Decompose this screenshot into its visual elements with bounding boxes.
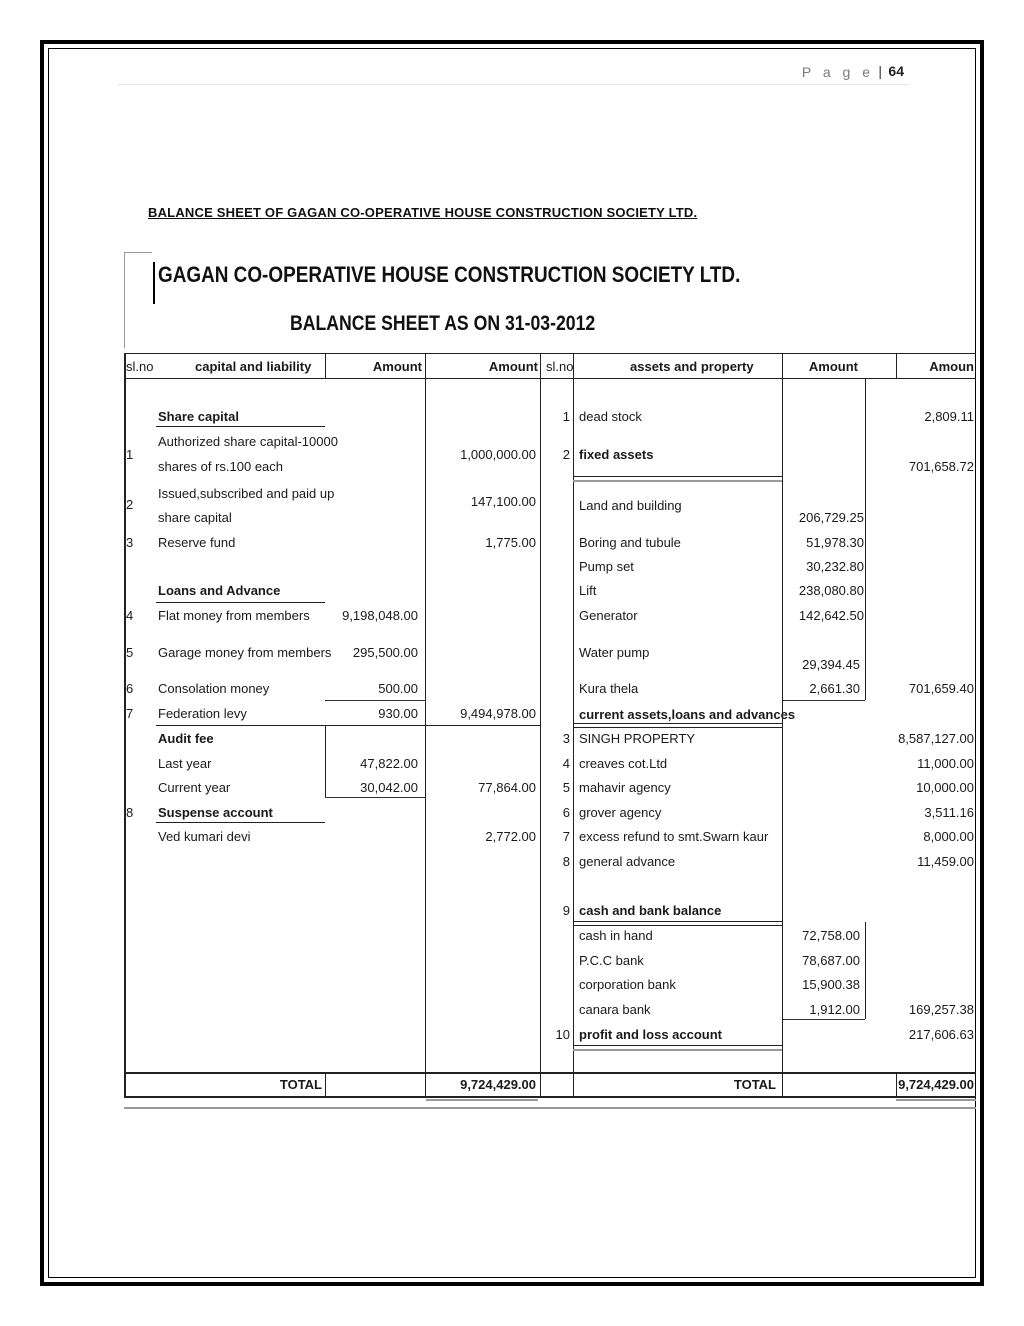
liability-sl: 7 bbox=[126, 706, 134, 721]
asset-amount-3: 142,642.50 bbox=[798, 608, 864, 623]
asset-amount-4: 701,659.40 bbox=[908, 681, 974, 696]
scan-edge-left bbox=[124, 252, 125, 348]
asset-sl: 3 bbox=[562, 731, 570, 746]
liability-amount-1: 295,500.00 bbox=[352, 645, 418, 660]
grid-line bbox=[325, 725, 326, 797]
asset-text: profit and loss account bbox=[579, 1027, 723, 1042]
asset-text: Pump set bbox=[579, 559, 634, 574]
asset-amount-3: 2,661.30 bbox=[809, 681, 860, 696]
asset-amount-4: 11,459.00 bbox=[917, 854, 974, 869]
asset-amount-4: 3,511.16 bbox=[924, 805, 974, 820]
total-label-left: TOTAL bbox=[279, 1077, 322, 1092]
grid-line bbox=[156, 602, 325, 603]
grid-line bbox=[325, 353, 326, 378]
liability-amount-1: 500.00 bbox=[378, 681, 418, 696]
asset-amount-3: 51,978.30 bbox=[806, 535, 864, 550]
liability-amount-2: 2,772.00 bbox=[485, 829, 536, 844]
grid-line bbox=[124, 353, 126, 1097]
liability-text: Current year bbox=[158, 780, 231, 795]
header-amount-4: Amoun bbox=[929, 359, 974, 374]
grid-line bbox=[896, 1099, 976, 1101]
asset-text: Boring and tubule bbox=[579, 535, 681, 550]
grid-line bbox=[124, 378, 976, 379]
header-liability: capital and liability bbox=[195, 359, 312, 374]
grid-line bbox=[573, 480, 782, 482]
liability-amount-2: 1,775.00 bbox=[485, 535, 536, 550]
grid-line bbox=[573, 925, 782, 926]
grid-line bbox=[124, 1072, 976, 1074]
liability-amount-1: 30,042.00 bbox=[360, 780, 418, 795]
asset-amount-3: 15,900.38 bbox=[802, 977, 860, 992]
grid-line bbox=[573, 353, 574, 1097]
asset-text: Lift bbox=[579, 583, 597, 598]
liability-text: Reserve fund bbox=[158, 535, 236, 550]
grid-line bbox=[124, 1107, 976, 1109]
liability-sl: 4 bbox=[126, 608, 134, 623]
asset-sl: 4 bbox=[562, 756, 570, 771]
grid-line bbox=[573, 1049, 782, 1051]
liability-amount-2: 147,100.00 bbox=[470, 494, 536, 509]
asset-text: dead stock bbox=[579, 409, 642, 424]
page-separator: | bbox=[878, 63, 882, 79]
asset-text: Generator bbox=[579, 608, 638, 623]
liability-text: Federation levy bbox=[158, 706, 247, 721]
grid-line bbox=[325, 797, 425, 798]
liability-text: shares of rs.100 each bbox=[158, 459, 284, 474]
asset-sl: 8 bbox=[562, 854, 570, 869]
asset-text: corporation bank bbox=[579, 977, 676, 992]
total-amount-left: 9,724,429.00 bbox=[460, 1077, 536, 1092]
grid-line bbox=[325, 1072, 326, 1097]
grid-line bbox=[124, 353, 976, 354]
header-amount-3: Amount bbox=[808, 359, 858, 374]
asset-sl: 7 bbox=[562, 829, 570, 844]
asset-amount-3: 72,758.00 bbox=[802, 928, 860, 943]
liability-sl: 5 bbox=[126, 645, 134, 660]
liability-text: Loans and Advance bbox=[158, 583, 281, 598]
scan-edge-top bbox=[124, 252, 152, 253]
asset-amount-3: 30,232.80 bbox=[806, 559, 864, 574]
grid-line bbox=[325, 700, 425, 701]
asset-text: excess refund to smt.Swarn kaur bbox=[579, 829, 769, 844]
asset-text: Water pump bbox=[579, 645, 650, 660]
grid-line bbox=[124, 1096, 976, 1098]
asset-text: Land and building bbox=[579, 498, 682, 513]
grid-line bbox=[865, 378, 866, 700]
page-header bbox=[118, 62, 908, 85]
header-slno-left: sl.no bbox=[126, 359, 154, 374]
liability-text: Authorized share capital-10000 bbox=[158, 434, 338, 449]
grid-line bbox=[782, 1019, 865, 1020]
grid-line bbox=[865, 922, 866, 1019]
asset-text: SINGH PROPERTY bbox=[579, 731, 696, 746]
document-title: BALANCE SHEET OF GAGAN CO-OPERATIVE HOUSE CONSTRUCTION SOCIETY LTD. bbox=[148, 205, 698, 220]
grid-line bbox=[896, 1072, 897, 1097]
liability-text: Flat money from members bbox=[158, 608, 310, 623]
organization-title: GAGAN CO-OPERATIVE HOUSE CONSTRUCTION SOCIETY LTD. bbox=[158, 262, 741, 287]
grid-line bbox=[156, 725, 541, 726]
asset-sl: 1 bbox=[562, 409, 570, 424]
liability-text: Suspense account bbox=[158, 805, 273, 820]
asset-sl: 6 bbox=[562, 805, 570, 820]
liability-text: Consolation money bbox=[158, 681, 270, 696]
grid-line bbox=[156, 822, 325, 823]
grid-line bbox=[573, 723, 782, 724]
header-assets: assets and property bbox=[630, 359, 754, 374]
liability-amount-2: 9,494,978.00 bbox=[460, 706, 536, 721]
asset-sl: 5 bbox=[562, 780, 570, 795]
liability-text: Audit fee bbox=[158, 731, 214, 746]
liability-sl: 8 bbox=[126, 805, 134, 820]
liability-sl: 2 bbox=[126, 497, 134, 512]
asset-amount-4: 11,000.00 bbox=[917, 756, 974, 771]
asset-text: current assets,loans and advances bbox=[579, 707, 796, 722]
grid-line bbox=[782, 700, 865, 701]
liability-text: Issued,subscribed and paid up bbox=[158, 486, 335, 501]
liability-text: Garage money from members bbox=[158, 645, 332, 660]
scan-edge-mark bbox=[153, 262, 155, 304]
liability-sl: 6 bbox=[126, 681, 134, 696]
asset-text: P.C.C bank bbox=[579, 953, 644, 968]
grid-line bbox=[573, 1045, 782, 1046]
page-label: P a g e bbox=[801, 64, 874, 80]
total-amount-right: 9,724,429.00 bbox=[898, 1077, 974, 1092]
liability-sl: 1 bbox=[126, 447, 134, 462]
asset-text: creaves cot.Ltd bbox=[579, 756, 668, 771]
asset-amount-4: 2,809.11 bbox=[924, 409, 974, 424]
asset-text: fixed assets bbox=[579, 447, 654, 462]
liability-sl: 3 bbox=[126, 535, 134, 550]
total-label-right: TOTAL bbox=[733, 1077, 776, 1092]
header-slno-right: sl.no bbox=[546, 359, 574, 374]
asset-text: canara bank bbox=[579, 1002, 651, 1017]
asset-text: mahavir agency bbox=[579, 780, 671, 795]
grid-line bbox=[156, 426, 325, 427]
liability-amount-1: 9,198,048.00 bbox=[342, 608, 418, 623]
asset-text: general advance bbox=[579, 854, 676, 869]
asset-amount-4: 701,658.72 bbox=[908, 459, 974, 474]
asset-amount-4: 10,000.00 bbox=[916, 780, 974, 795]
asset-sl: 2 bbox=[562, 447, 570, 462]
balance-sheet-title: BALANCE SHEET AS ON 31-03-2012 bbox=[290, 312, 596, 335]
liability-text: Last year bbox=[158, 756, 212, 771]
grid-line bbox=[782, 353, 783, 1097]
liability-amount-2: 77,864.00 bbox=[478, 780, 536, 795]
asset-amount-4: 8,587,127.00 bbox=[898, 731, 974, 746]
asset-sl: 9 bbox=[562, 903, 570, 918]
grid-line bbox=[573, 476, 782, 477]
grid-line bbox=[573, 727, 782, 728]
asset-text: grover agency bbox=[579, 805, 662, 820]
liability-amount-2: 1,000,000.00 bbox=[460, 447, 536, 462]
asset-amount-3: 238,080.80 bbox=[798, 583, 864, 598]
asset-amount-4: 217,606.63 bbox=[908, 1027, 974, 1042]
asset-amount-3: 1,912.00 bbox=[809, 1002, 860, 1017]
asset-amount-4: 169,257.38 bbox=[908, 1002, 974, 1017]
header-amount-2: Amount bbox=[488, 359, 538, 374]
asset-text: cash and bank balance bbox=[579, 903, 722, 918]
asset-sl: 10 bbox=[555, 1027, 570, 1042]
asset-amount-3: 206,729.25 bbox=[798, 510, 864, 525]
asset-amount-3: 78,687.00 bbox=[802, 953, 860, 968]
asset-text: cash in hand bbox=[579, 928, 653, 943]
grid-line bbox=[426, 1099, 538, 1101]
header-amount-1: Amount bbox=[372, 359, 422, 374]
asset-text: Kura thela bbox=[579, 681, 639, 696]
liability-text: Ved kumari devi bbox=[158, 829, 251, 844]
liability-text: share capital bbox=[158, 510, 232, 525]
asset-amount-4: 8,000.00 bbox=[923, 829, 974, 844]
grid-line bbox=[896, 353, 897, 378]
grid-line bbox=[573, 921, 782, 922]
liability-text: Share capital bbox=[158, 409, 239, 424]
liability-amount-1: 47,822.00 bbox=[360, 756, 418, 771]
page-number: 64 bbox=[888, 63, 904, 79]
asset-amount-3: 29,394.45 bbox=[802, 657, 860, 672]
liability-amount-1: 930.00 bbox=[378, 706, 418, 721]
